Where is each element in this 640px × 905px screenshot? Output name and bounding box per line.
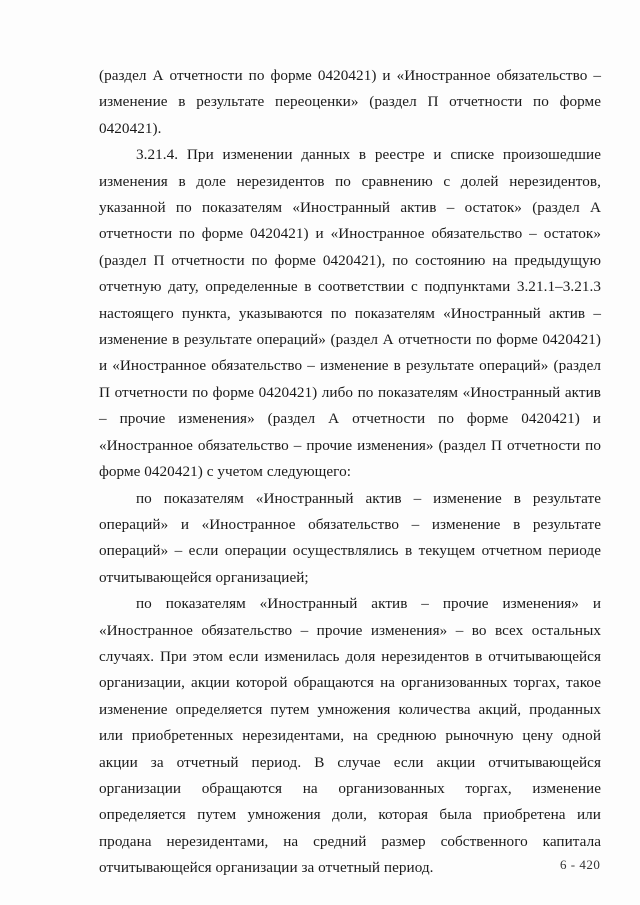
page-number: 6 ‑ 420 <box>560 857 601 872</box>
paragraph-other-changes-indicators: по показателям «Иностранный актив – прочие изменения» и «Иностранное обязательство – прочие изменения» – во всех остальных случаях. При этом если изменилась доля нерезидентов в отчитывающейся организации, акции которой обращаются на организованных торгах, такое изменение определяется путем умножения количества акций, проданных или приобретенных нерезидентами, на среднюю рыночную цену одной акции за отчетный период. В случае если акции отчитывающейся организации обращаются на организованных торгах, изменение определяется путем умножения доли, которая была приобретена или продана нерезидентами, на средний размер собственного капитала отчитывающейся организации за отчетный период. <box>99 595 601 877</box>
paragraph-3-21-4: 3.21.4. При изменении данных в реестре и списке произошедшие изменения в доле нерезидентов по сравнению с долей нерезидентов, указанной по показателям «Иностранный актив – остаток» (раздел А отчетности по форме 0420421) и «Иностранное обязательство – остаток» (раздел П отчетности по форме 0420421), по состоянию на предыдущую отчетную дату, определенные в соответствии с подпунктами 3.21.1–3.21.3 настоящего пункта, указываются по показателям «Иностранный актив – изменение в результате операций» (раздел А отчетности по форме 0420421) и «Иностранное обязательство – изменение в результате операций» (раздел П отчетности по форме 0420421) либо по показателям «Иностранный актив – прочие изменения» (раздел А отчетности по форме 0420421) и «Иностранное обязательство – прочие изменения» (раздел П отчетности по форме 0420421) с учетом следующего: <box>99 146 601 481</box>
paragraph-continuation: (раздел А отчетности по форме 0420421) и «Иностранное обязательство – изменение в результате переоценки» (раздел П отчетности по форме 0420421). <box>99 67 601 137</box>
document-body <box>99 63 601 882</box>
paragraph-operations-indicators: по показателям «Иностранный актив – изменение в результате операций» и «Иностранное обязательство – изменение в результате операций» – если операции осуществлялись в текущем отчетном периоде отчитывающейся организацией; <box>99 489 601 586</box>
